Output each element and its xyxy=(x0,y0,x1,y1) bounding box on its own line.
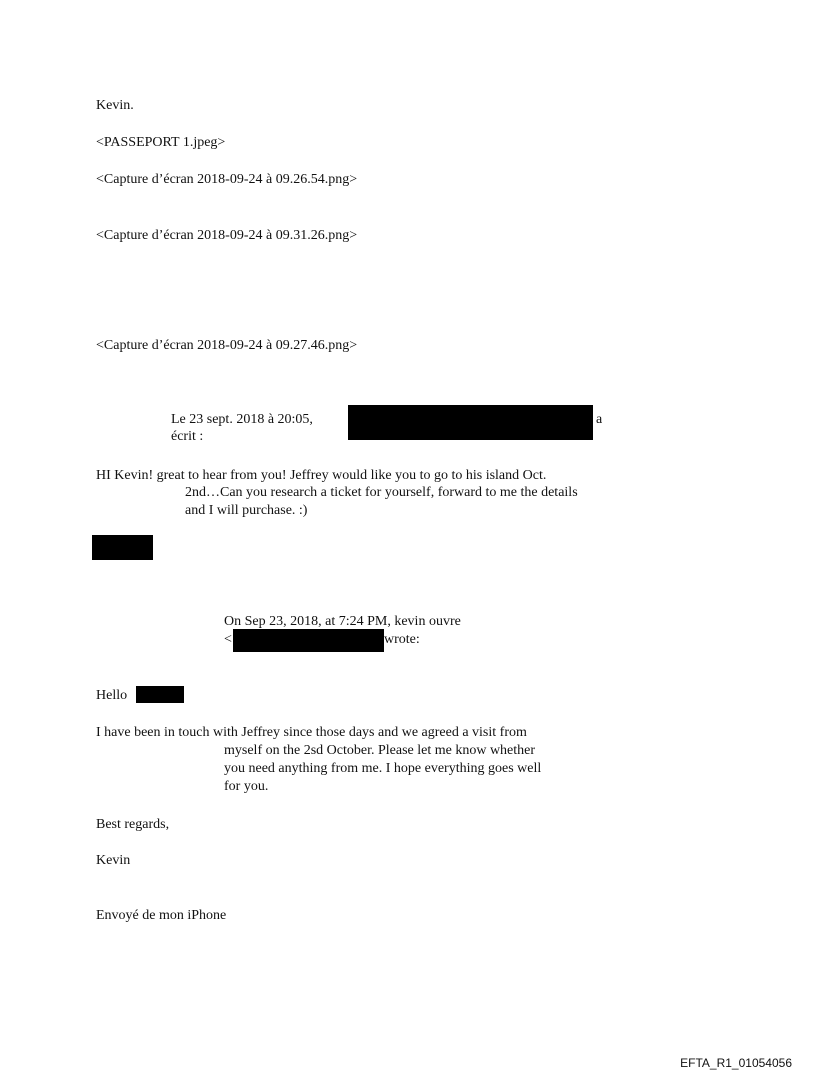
attachment-screenshot-1: <Capture d’écran 2018-09-24 à 09.26.54.png> xyxy=(96,172,358,187)
quote2-signature: Envoyé de mon iPhone xyxy=(96,908,227,923)
quote2-greeting: Hello xyxy=(96,688,128,703)
quote2-name: Kevin xyxy=(96,853,131,868)
redaction-recipient-name xyxy=(136,686,184,703)
quote1-body-line1: HI Kevin! great to hear from you! Jeffrey would like you to go to his island Oct. xyxy=(96,468,547,483)
quote1-header-a: a xyxy=(596,412,603,427)
attachment-screenshot-3: <Capture d’écran 2018-09-24 à 09.27.46.png> xyxy=(96,338,358,353)
quote2-body-line4: for you. xyxy=(224,779,269,794)
quote2-closing: Best regards, xyxy=(96,817,170,832)
redaction-sender-email xyxy=(348,405,593,440)
bates-number: EFTA_R1_01054056 xyxy=(680,1056,792,1070)
quote1-body-line2: 2nd…Can you research a ticket for yourself, forward to me the details xyxy=(185,485,578,500)
quote2-body-line3: you need anything from me. I hope everything goes well xyxy=(224,761,542,776)
attachment-passport: <PASSEPORT 1.jpeg> xyxy=(96,135,226,150)
quote2-header-lt: < xyxy=(224,632,232,647)
quote2-body-line2: myself on the 2sd October. Please let me know whether xyxy=(224,743,536,758)
redaction-signature xyxy=(92,535,153,560)
quote2-header-line1: On Sep 23, 2018, at 7:24 PM, kevin ouvre xyxy=(224,614,461,629)
quote1-header-ecrit: écrit : xyxy=(171,429,204,444)
quote1-header-date: Le 23 sept. 2018 à 20:05, xyxy=(171,412,313,427)
quote2-header-wrote: wrote: xyxy=(384,632,420,647)
signoff-name: Kevin. xyxy=(96,98,134,113)
quote1-body-line3: and I will purchase. :) xyxy=(185,503,308,518)
redaction-kevin-email xyxy=(233,629,384,652)
attachment-screenshot-2: <Capture d’écran 2018-09-24 à 09.31.26.png> xyxy=(96,228,358,243)
quote2-body-line1: I have been in touch with Jeffrey since those days and we agreed a visit from xyxy=(96,725,527,740)
